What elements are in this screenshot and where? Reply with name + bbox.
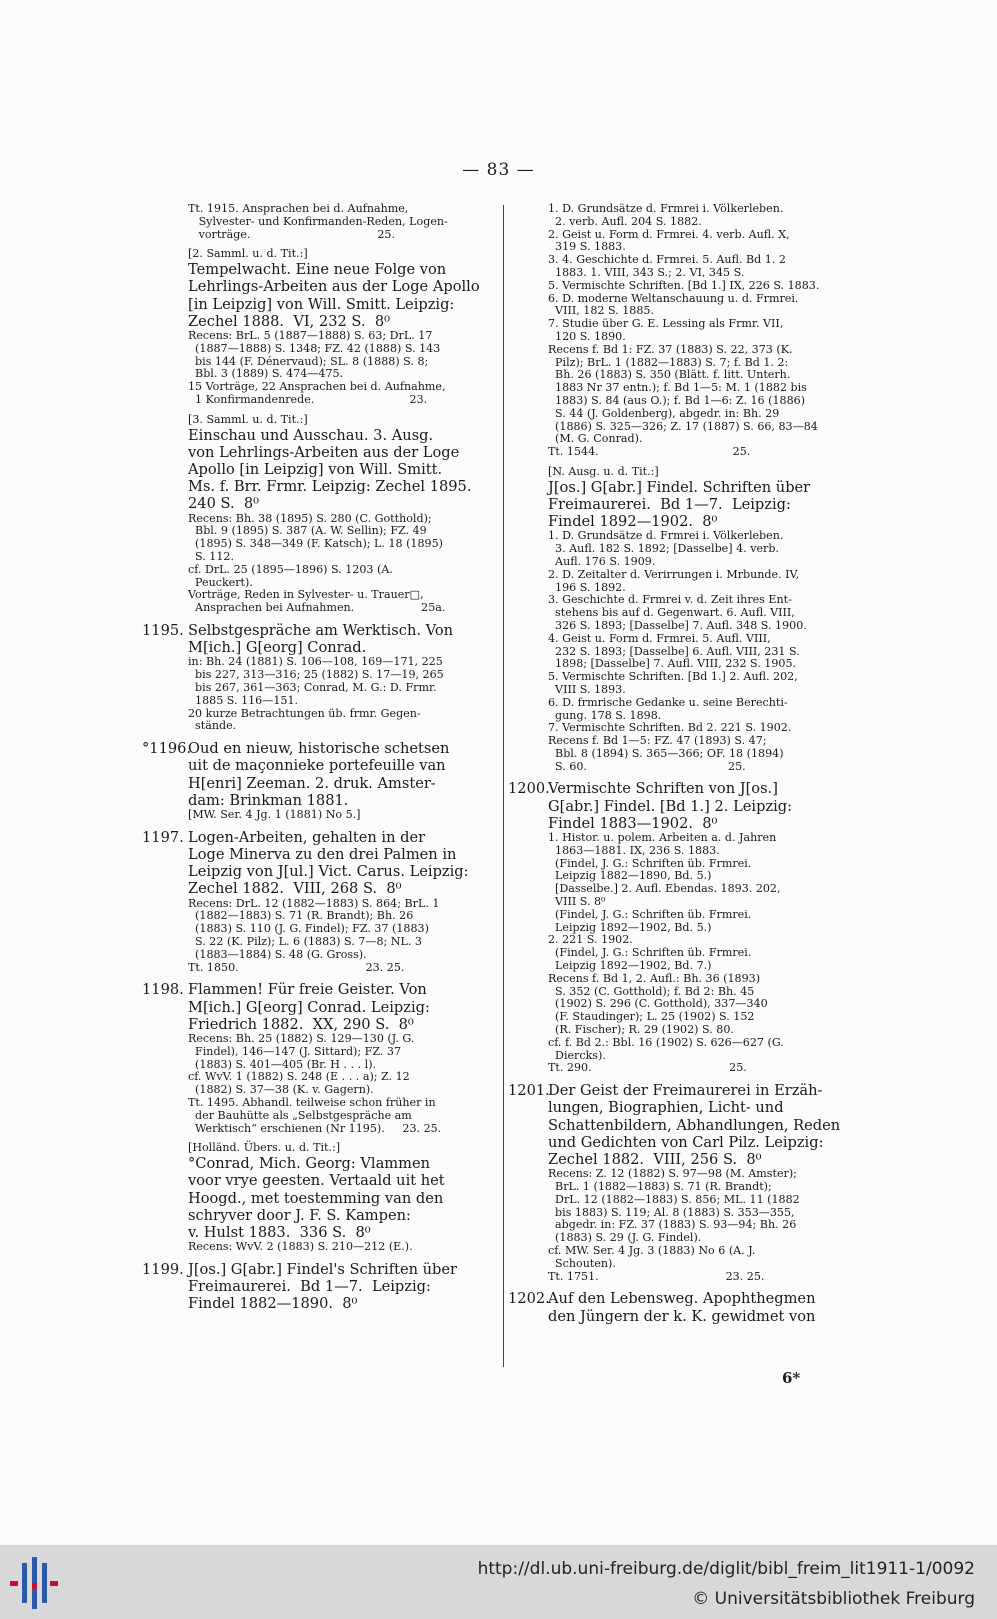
entry-title-line: Logen-Arbeiten, gehalten in der — [188, 828, 426, 846]
entry-title-line: Findel 1882—1890. 8⁰ — [188, 1295, 358, 1313]
entry-title-line: Einschau und Ausschau. 3. Ausg. — [188, 426, 434, 444]
left-column — [142, 203, 496, 1320]
entry-details-line: Bbl. 3 (1889) S. 474—475. — [188, 367, 344, 381]
bibliography-entry — [142, 622, 496, 733]
ub-freiburg-logo-icon — [8, 1555, 60, 1611]
entry-note-line: vorträge. 25. — [188, 227, 395, 241]
entry-note-line: [2. Samml. u. d. Tit.:] — [188, 247, 308, 261]
entry-details-line: Recens: DrL. 12 (1882—1883) S. 864; BrL. 1 — [188, 896, 440, 910]
entry-title-line: Selbstgespräche am Werktisch. Von — [188, 621, 454, 639]
entry-details-line: Peuckert). — [188, 575, 253, 589]
bibliography-entry — [142, 740, 496, 822]
entry-number: 1195. — [142, 621, 184, 639]
entry-title-line: Auf den Lebensweg. Apophthegmen — [548, 1290, 816, 1308]
entry-note-line: Tt. 1544. 25. — [548, 445, 751, 459]
entry-details-line: stände. — [188, 719, 237, 733]
entry-note-line: 1883. 1. VIII, 343 S.; 2. VI, 345 S. — [548, 265, 745, 279]
entry-details-line: (Findel, J. G.: Schriften üb. Frmrei. — [548, 856, 752, 870]
entry-details-line: 232 S. 1893; [Dasselbe] 6. Aufl. VIII, 231 S. — [548, 644, 800, 658]
entry-details-line: (Findel, J. G.: Schriften üb. Frmrei. — [548, 907, 752, 921]
entry-details-line: bis 1883) S. 119; Al. 8 (1883) S. 353—355, — [548, 1205, 795, 1219]
entry-note-line: (1886) S. 325—326; Z. 17 (1887) S. 66, 83—84 — [548, 419, 818, 433]
entry-details-line: stehens bis auf d. Gegenwart. 6. Aufl. VIII, — [548, 606, 795, 620]
entry-details-line: bis 267, 361—363; Conrad, M. G.: D. Frmr. — [188, 680, 437, 694]
entry-details-line: gung. 178 S. 1898. — [548, 708, 662, 722]
entry-details-line: Tt. 1751. 23. 25. — [548, 1269, 765, 1283]
entry-details-line: (1895) S. 348—349 (F. Katsch); L. 18 (1895) — [188, 537, 443, 551]
entry-details-line: (1883) S. 110 (J. G. Findel); FZ. 37 (1883) — [188, 922, 429, 936]
entry-title-line: Freimaurerei. Bd 1—7. Leipzig: — [548, 495, 791, 513]
entry-details-line: (1887—1888) S. 1348; FZ. 42 (1888) S. 143 — [188, 341, 441, 355]
column-divider — [503, 205, 504, 1367]
entry-note-line: 2. verb. Aufl. 204 S. 1882. — [548, 214, 702, 228]
entry-details-line: (R. Fischer); R. 29 (1902) S. 80. — [548, 1023, 734, 1037]
entry-details-line: BrL. 1 (1882—1883) S. 71 (R. Brandt); — [548, 1180, 772, 1194]
entry-details-line: 3. Geschichte d. Frmrei v. d. Zeit ihres Ent- — [548, 593, 792, 607]
entry-details-line: 1898; [Dasselbe] 7. Aufl. VIII, 232 S. 1905. — [548, 657, 797, 671]
entry-note-line: 120 S. 1890. — [548, 329, 626, 343]
entry-title-line: uit de maçonnieke portefeuille van — [188, 757, 446, 775]
entry-title-line: Zechel 1882. VIII, 268 S. 8⁰ — [188, 880, 402, 898]
entry-details-line: Recens: Z. 12 (1882) S. 97—98 (M. Amster); — [548, 1167, 797, 1181]
entry-details-line: 3. Aufl. 182 S. 1892; [Dasselbe] 4. verb. — [548, 542, 779, 556]
entry-details-line: DrL. 12 (1882—1883) S. 856; ML. 11 (1882 — [548, 1192, 800, 1206]
entry-details-line: S. 60. 25. — [548, 759, 746, 773]
entry-details-line: (Findel, J. G.: Schriften üb. Frmrei. — [548, 946, 752, 960]
entry-title-line: Flammen! Für freie Geister. Von — [188, 981, 427, 999]
entry-title-line: Hoogd., met toestemming van den — [188, 1189, 444, 1207]
entry-details-line: cf. DrL. 25 (1895—1896) S. 1203 (A. — [188, 562, 393, 576]
entry-details-line: Tt. 290. 25. — [548, 1061, 747, 1075]
entry-details-line: Recens f. Bd 1—5: FZ. 47 (1893) S. 47; — [548, 734, 767, 748]
entry-details-line: 1 Konfirmandenrede. 23. — [188, 392, 428, 406]
entry-title-line: dam: Brinkman 1881. — [188, 791, 349, 809]
entry-details-line: (1883—1884) S. 48 (G. Gross). — [188, 947, 367, 961]
entry-note-line: 2. Geist u. Form d. Frmrei. 4. verb. Aufl. X, — [548, 227, 790, 241]
entry-note-line: Bh. 26 (1883) S. 350 (Blätt. f. litt. Unterh. — [548, 368, 791, 382]
entry-details-line: der Bauhütte als „Selbstgespräche am — [188, 1108, 412, 1122]
entry-number: 1201. — [508, 1082, 550, 1100]
bibliography-entry — [508, 203, 854, 459]
entry-title-line: J[os.] G[abr.] Findel's Schriften über — [188, 1260, 458, 1278]
entry-title-line: Tempelwacht. Eine neue Folge von — [188, 261, 447, 279]
entry-title-line: Schattenbildern, Abhandlungen, Reden — [548, 1116, 841, 1134]
entry-details-line: S. 352 (C. Gotthold); f. Bd 2: Bh. 45 — [548, 984, 755, 998]
entry-title-line: Der Geist der Freimaurerei in Erzäh- — [548, 1082, 823, 1100]
entry-note-line: 7. Studie über G. E. Lessing als Frmr. VII, — [548, 317, 784, 331]
entry-details-line: Recens: BrL. 5 (1887—1888) S. 63; DrL. 17 — [188, 329, 433, 342]
entry-details-line: Schouten). — [548, 1256, 616, 1270]
entry-title-line: H[enri] Zeeman. 2. druk. Amster- — [188, 774, 436, 792]
entry-details-line: cf. f. Bd 2.: Bbl. 16 (1902) S. 626—627 (G. — [548, 1035, 784, 1049]
entry-title-line: [in Leipzig] von Will. Smitt. Leipzig: — [188, 295, 455, 313]
entry-details-line: (F. Staudinger); L. 25 (1902) S. 152 — [548, 1010, 755, 1024]
bibliography-entry — [142, 1261, 496, 1313]
entry-note-line: 1. D. Grundsätze d. Frmrei i. Völkerleben. — [548, 202, 784, 215]
entry-details-line: 15 Vorträge, 22 Ansprachen bei d. Aufnahme, — [188, 380, 446, 394]
bibliography-entry — [508, 466, 854, 774]
entry-note-line: 1883) S. 84 (aus O.); f. Bd 1—6: Z. 16 (1886) — [548, 393, 806, 407]
source-url[interactable]: http://dl.ub.uni-freiburg.de/diglit/bibl_freim_lit1911-1/0092 — [477, 1559, 975, 1579]
entry-note-line: 5. Vermischte Schriften. [Bd 1.] IX, 226 S. 1883. — [548, 278, 820, 292]
bibliography-entry — [142, 248, 496, 406]
entry-title-line: Lehrlings-Arbeiten aus der Loge Apollo — [188, 278, 480, 296]
entry-details-line: Tt. 1495. Abhandl. teilweise schon früher in — [188, 1095, 436, 1109]
entry-details-line: 1863—1881. IX, 236 S. 1883. — [548, 843, 720, 857]
entry-title-line: Zechel 1888. VI, 232 S. 8⁰ — [188, 312, 390, 330]
right-column — [508, 203, 854, 1332]
entry-note-line: (M. G. Conrad). — [548, 432, 643, 446]
entry-details-line: 1. D. Grundsätze d. Frmrei i. Völkerleben. — [548, 529, 784, 543]
footer-bar — [0, 1545, 997, 1619]
entry-details-line: Tt. 1850. 23. 25. — [188, 960, 405, 974]
entry-details-line: Leipzig 1882—1890, Bd. 5.) — [548, 869, 712, 883]
entry-details-line: 2. 221 S. 1902. — [548, 933, 633, 947]
entry-details-line: 2. D. Zeitalter d. Verirrungen i. Mrbunde. IV, — [548, 567, 800, 581]
entry-details-line: 4. Geist u. Form d. Frmrei. 5. Aufl. VIII, — [548, 631, 771, 645]
entry-details-line: Diercks). — [548, 1048, 606, 1062]
entry-details-line: Recens: Bh. 25 (1882) S. 129—130 (J. G. — [188, 1031, 415, 1045]
entry-title-line: °Conrad, Mich. Georg: Vlammen — [188, 1155, 430, 1173]
entry-number: °1196. — [142, 740, 192, 758]
entry-note-line: Tt. 1915. Ansprachen bei d. Aufnahme, — [188, 202, 409, 215]
entry-note-line: [3. Samml. u. d. Tit.:] — [188, 412, 308, 426]
bibliography-entry — [142, 203, 496, 241]
entry-details-line: 20 kurze Betrachtungen üb. frmr. Gegen- — [188, 706, 421, 720]
entry-title-line: Friedrich 1882. XX, 290 S. 8⁰ — [188, 1015, 414, 1033]
entry-title-line: und Gedichten von Carl Pilz. Leipzig: — [548, 1133, 824, 1151]
entry-title-line: Ms. f. Brr. Frmr. Leipzig: Zechel 1895. — [188, 478, 472, 496]
entry-note-line: VIII, 182 S. 1885. — [548, 304, 654, 318]
entry-note-line: 1883 Nr 37 entn.); f. Bd 1—5: M. 1 (1882 bis — [548, 381, 807, 395]
entry-details-line: abgedr. in: FZ. 37 (1883) S. 93—94; Bh. 26 — [548, 1218, 797, 1232]
entry-details-line: VIII S. 8⁰ — [548, 895, 606, 909]
entry-details-line: 5. Vermischte Schriften. [Bd 1.] 2. Aufl. 202, — [548, 670, 798, 684]
entry-title-line: 240 S. 8⁰ — [188, 495, 260, 513]
entry-details-line: cf. WvV. 1 (1882) S. 248 (E . . . a); Z. 12 — [188, 1070, 410, 1084]
entry-title-line: M[ich.] G[eorg] Conrad. — [188, 639, 367, 657]
entry-details-line: (1902) S. 296 (C. Gotthold), 337—340 — [548, 997, 768, 1011]
entry-note-line: 3. 4. Geschichte d. Frmrei. 5. Aufl. Bd 1. 2 — [548, 253, 786, 267]
entry-title-line: J[os.] G[abr.] Findel. Schriften über — [548, 478, 811, 496]
entry-title-line: Vermischte Schriften von J[os.] — [548, 780, 778, 798]
entry-number: 1200. — [508, 780, 550, 798]
entry-details-line: Aufl. 176 S. 1909. — [548, 554, 656, 568]
entry-title-line: Zechel 1882. VIII, 256 S. 8⁰ — [548, 1151, 762, 1169]
entry-title-line: den Jüngern der k. K. gewidmet von — [548, 1307, 816, 1325]
bibliography-entry — [508, 1290, 854, 1324]
entry-note-line: Sylvester- und Konfirmanden-Reden, Logen- — [188, 214, 448, 228]
entry-details-line: 196 S. 1892. — [548, 580, 626, 594]
entry-details-line: bis 144 (F. Dénervaud); SL. 8 (1888) S. 8; — [188, 354, 429, 368]
entry-details-line: Findel), 146—147 (J. Sittard); FZ. 37 — [188, 1044, 402, 1058]
entry-title-line: Freimaurerei. Bd 1—7. Leipzig: — [188, 1278, 431, 1296]
entry-title-line: lungen, Biographien, Licht- und — [548, 1099, 784, 1117]
entry-details-line: in: Bh. 24 (1881) S. 106—108, 169—171, 225 — [188, 655, 443, 669]
entry-title-line: Oud en nieuw, historische schetsen — [188, 740, 450, 758]
entry-note-line: Pilz); BrL. 1 (1882—1883) S. 7; f. Bd 1. 2: — [548, 355, 789, 369]
entry-details-line: [Dasselbe.] 2. Aufl. Ebendas. 1893. 202, — [548, 882, 781, 896]
bibliography-entry — [142, 414, 496, 615]
entry-details-line: 6. D. frmrische Gedanke u. seine Berechti- — [548, 695, 788, 709]
entry-title-line: schryver door J. F. S. Kampen: — [188, 1206, 411, 1224]
entry-details-line: S. 112. — [188, 549, 235, 563]
entry-details-line: cf. MW. Ser. 4 Jg. 3 (1883) No 6 (A. J. — [548, 1244, 756, 1258]
bibliography-entry — [142, 1142, 496, 1254]
page-number: — 83 — — [462, 160, 535, 180]
entry-details-line: 326 S. 1893; [Dasselbe] 7. Aufl. 348 S. 1900. — [548, 618, 807, 632]
entry-title-line: Leipzig von J[ul.] Vict. Carus. Leipzig: — [188, 863, 469, 881]
bibliography-entry — [142, 981, 496, 1135]
copyright-notice: © Universitätsbibliothek Freiburg — [692, 1589, 975, 1609]
entry-details-line: S. 22 (K. Pilz); L. 6 (1883) S. 7—8; NL. 3 — [188, 934, 422, 948]
entry-note-line: 6. D. moderne Weltanschauung u. d. Frmrei. — [548, 291, 799, 305]
entry-title-line: Findel 1883—1902. 8⁰ — [548, 814, 718, 832]
entry-title-line: voor vrye geesten. Vertaald uit het — [188, 1172, 445, 1190]
entry-details-line: (1883) S. 401—405 (Br. H . . . l). — [188, 1057, 377, 1071]
entry-details-line: Recens: WvV. 2 (1883) S. 210—212 (E.). — [188, 1240, 413, 1254]
entry-details-line: Leipzig 1892—1902, Bd. 5.) — [548, 920, 712, 934]
entry-number: 1199. — [142, 1260, 184, 1278]
bibliography-entry — [508, 1082, 854, 1283]
entry-details-line: 1. Histor. u. polem. Arbeiten a. d. Jahren — [548, 831, 777, 845]
entry-title-line: Apollo [in Leipzig] von Will. Smitt. — [188, 460, 443, 478]
entry-note-line: 319 S. 1883. — [548, 240, 626, 254]
entry-number: 1202. — [508, 1290, 550, 1308]
entry-details-line: Bbl. 9 (1895) S. 387 (A. W. Sellin); FZ. 49 — [188, 524, 427, 538]
entry-details-line: 7. Vermischte Schriften. Bd 2. 221 S. 1902. — [548, 721, 792, 735]
entry-details-line: Leipzig 1892—1902, Bd. 7.) — [548, 959, 712, 973]
entry-title-line: von Lehrlings-Arbeiten aus der Loge — [188, 443, 460, 461]
entry-details-line: (1882—1883) S. 71 (R. Brandt); Bh. 26 — [188, 909, 414, 923]
entry-title-line: M[ich.] G[eorg] Conrad. Leipzig: — [188, 998, 430, 1016]
entry-note-line: S. 44 (J. Goldenberg), abgedr. in: Bh. 29 — [548, 406, 780, 420]
entry-title-line: Loge Minerva zu den drei Palmen in — [188, 845, 457, 863]
bibliography-entry — [508, 780, 854, 1075]
entry-details-line: bis 227, 313—316; 25 (1882) S. 17—19, 265 — [188, 668, 444, 682]
entry-details-line: Recens f. Bd 1, 2. Aufl.: Bh. 36 (1893) — [548, 971, 761, 985]
entry-details-line: Vorträge, Reden in Sylvester- u. Trauer□, — [188, 588, 424, 602]
signature-mark: 6* — [782, 1369, 801, 1387]
entry-details-line: Ansprachen bei Aufnahmen. 25a. — [188, 601, 446, 615]
entry-note-line: Recens f. Bd 1: FZ. 37 (1883) S. 22, 373 (K. — [548, 342, 793, 356]
entry-number: 1197. — [142, 828, 184, 846]
entry-title-line: v. Hulst 1883. 336 S. 8⁰ — [188, 1223, 371, 1241]
entry-title-line: G[abr.] Findel. [Bd 1.] 2. Leipzig: — [548, 797, 793, 815]
entry-details-line: Bbl. 8 (1894) S. 365—366; OF. 18 (1894) — [548, 746, 784, 760]
entry-details-line: VIII S. 1893. — [548, 682, 626, 696]
entry-title-line: Findel 1892—1902. 8⁰ — [548, 513, 718, 531]
entry-details-line: (1883) S. 29 (J. G. Findel). — [548, 1231, 702, 1245]
entry-details-line: Werktisch“ erschienen (Nr 1195). 23. 25. — [188, 1121, 442, 1135]
entry-note-line: [N. Ausg. u. d. Tit.:] — [548, 464, 659, 478]
entry-number: 1198. — [142, 981, 184, 999]
entry-details-line: 1885 S. 116—151. — [188, 693, 299, 707]
entry-note-line: [Holländ. Übers. u. d. Tit.:] — [188, 1141, 341, 1155]
entry-details-line: Recens: Bh. 38 (1895) S. 280 (C. Gotthold); — [188, 511, 432, 525]
entry-details-line: [MW. Ser. 4 Jg. 1 (1881) No 5.] — [188, 807, 361, 821]
entry-details-line: (1882) S. 37—38 (K. v. Gagern). — [188, 1083, 374, 1097]
bibliography-entry — [142, 829, 496, 975]
